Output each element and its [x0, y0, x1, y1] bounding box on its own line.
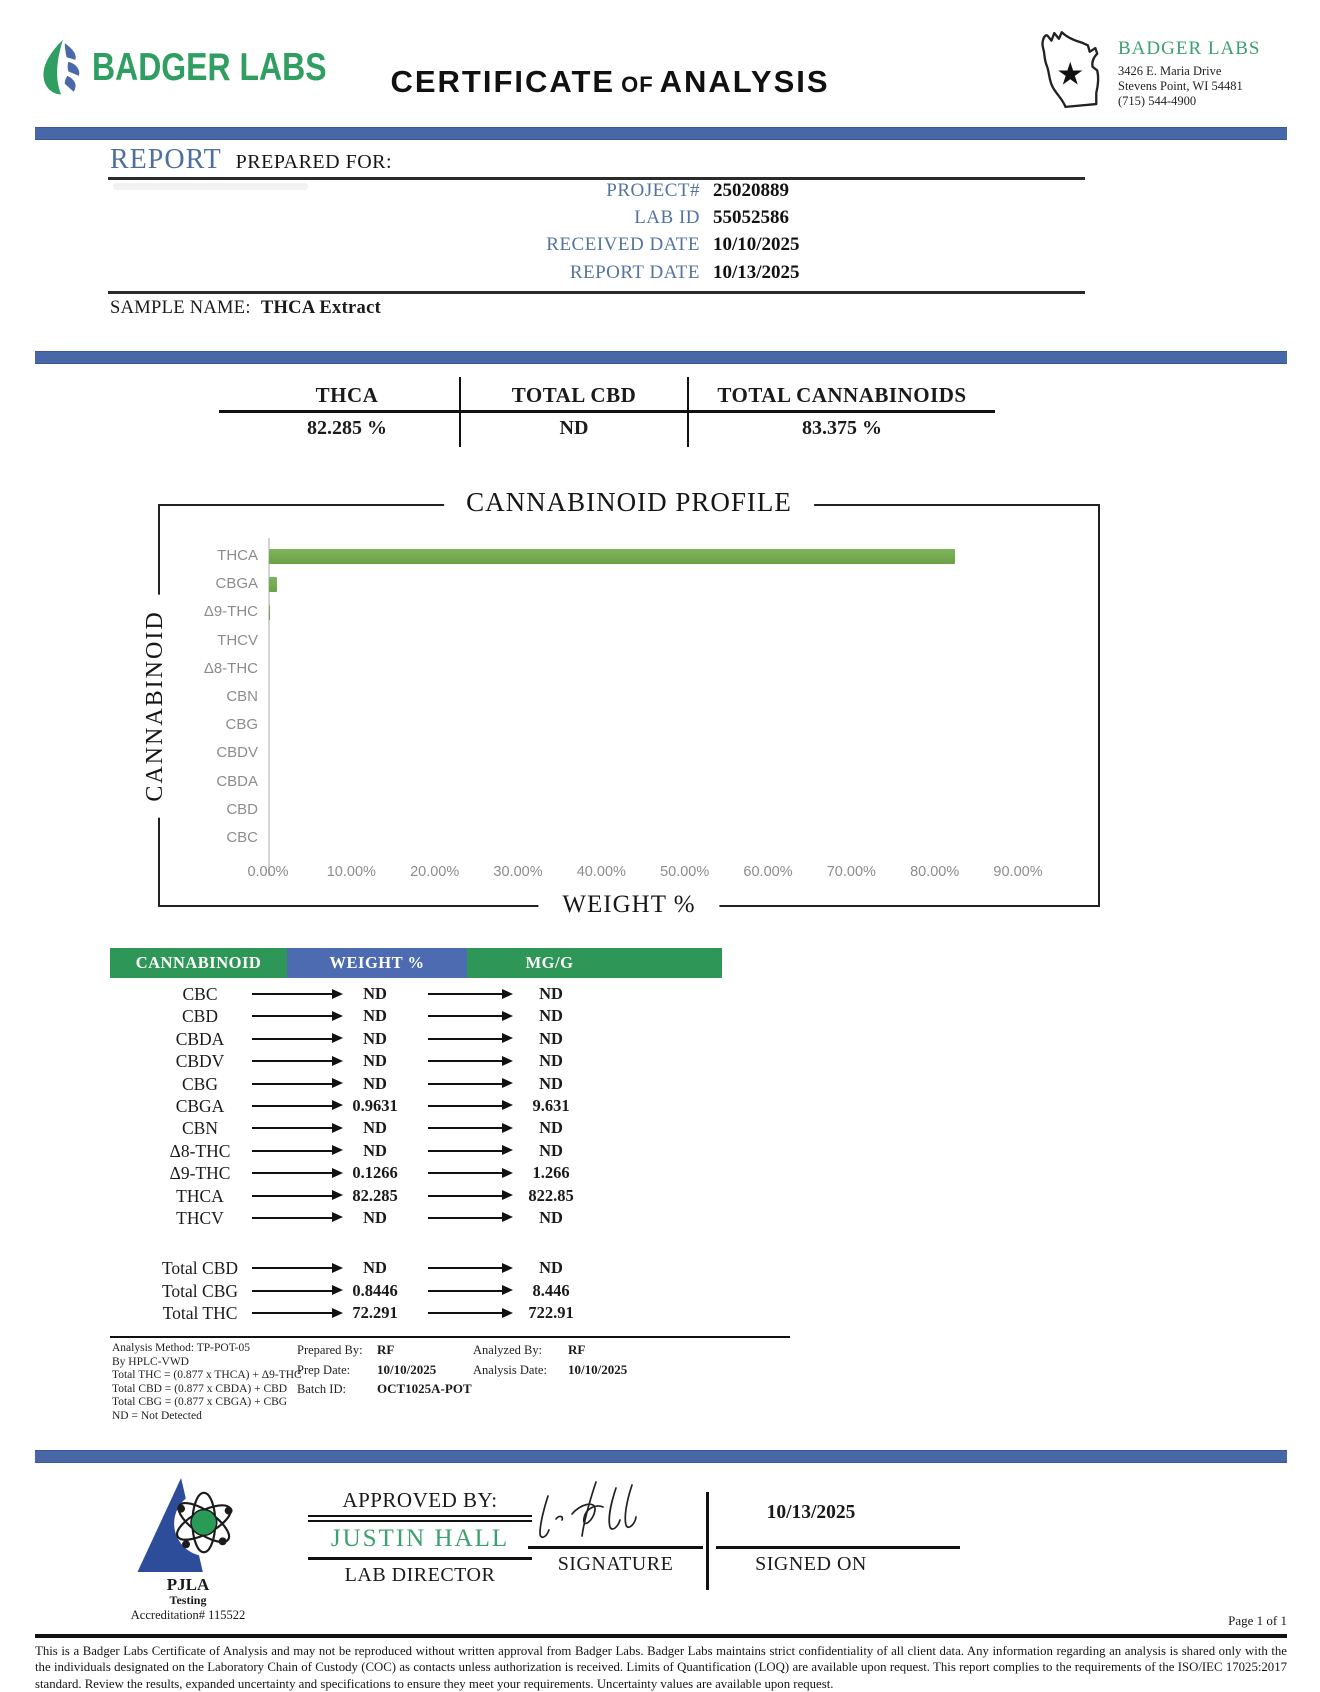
- table-row: [110, 1073, 722, 1095]
- approved-by-column: [308, 1488, 532, 1587]
- chart-border-right: [1098, 504, 1100, 907]
- document-title-of: OF: [621, 72, 654, 97]
- table-row: [110, 1050, 722, 1072]
- table-row: [110, 1140, 722, 1162]
- analysis-row: [473, 1342, 627, 1362]
- mg-per-g-value: ND: [539, 1051, 563, 1071]
- cannabinoid-name: THCA: [176, 1185, 224, 1206]
- weight-percent-value: 0.8446: [352, 1280, 398, 1300]
- chart-category-label: CBDA: [216, 772, 258, 790]
- lab-address-line2: Stevens Point, WI 54481: [1118, 79, 1243, 93]
- mg-per-g-value: ND: [539, 1140, 563, 1160]
- mg-per-g-value: ND: [539, 1073, 563, 1093]
- weight-percent-value: ND: [363, 984, 387, 1003]
- cannabinoid-name: CBN: [182, 1118, 218, 1139]
- mg-per-g-value: ND: [539, 1028, 563, 1048]
- chart-category-label: CBG: [225, 716, 258, 734]
- mg-per-g-value: ND: [539, 1258, 563, 1278]
- page-number: Page 1 of 1: [1228, 1613, 1287, 1628]
- badger-labs-leaf-icon: [40, 36, 86, 103]
- analysis-value: 10/10/2025: [568, 1361, 628, 1377]
- analysis-value: 10/10/2025: [377, 1361, 437, 1377]
- cannabinoid-name: CBG: [182, 1073, 218, 1094]
- method-line: Total CBD = (0.877 x CBDA) + CBD: [112, 1382, 288, 1395]
- chart-x-tick-label: 0.00%: [247, 864, 289, 880]
- analysis-row: [297, 1381, 472, 1401]
- signature-label: SIGNATURE: [557, 1553, 674, 1575]
- table-row: [110, 983, 722, 1005]
- meta-label: PROJECT#: [606, 180, 700, 201]
- weight-percent-value: ND: [363, 1140, 387, 1160]
- table-row: [110, 1207, 722, 1229]
- analysis-row: [297, 1342, 472, 1362]
- analysis-value: RF: [568, 1342, 586, 1357]
- table-row: [110, 1185, 722, 1207]
- meta-label: RECEIVED DATE: [546, 234, 700, 256]
- analysis-label: Analyzed By:: [473, 1343, 543, 1357]
- cannabinoid-name: CBC: [182, 984, 218, 1004]
- signed-on-rule: [716, 1546, 960, 1549]
- weight-percent-value: ND: [363, 1051, 387, 1071]
- sample-name-value: THCA Extract: [260, 298, 382, 318]
- meta-row: [110, 262, 1010, 289]
- footer-rule: [35, 1634, 1287, 1638]
- cannabinoid-name: Δ9-THC: [169, 1163, 231, 1184]
- lab-name: BADGER LABS: [1118, 38, 1261, 59]
- chart-x-axis-label: WEIGHT %: [538, 891, 719, 919]
- prepared-by-block: [297, 1342, 472, 1401]
- analysis-label: Analysis Date:: [473, 1362, 547, 1377]
- table-row: [110, 1117, 722, 1139]
- cannabinoid-table-headers: [110, 948, 722, 978]
- meta-row: [110, 234, 1010, 261]
- analysis-label: Batch ID:: [297, 1382, 346, 1396]
- signature-rule: [528, 1546, 703, 1549]
- lab-phone: (715) 544-4900: [1118, 94, 1197, 108]
- cannabinoid-name: CBDA: [175, 1028, 225, 1049]
- weight-percent-value: 0.1266: [352, 1163, 398, 1183]
- disclaimer-text: This is a Badger Labs Certificate of Analysis and may not be reproduced without written approval from Badger Labs. Badger Labs maintains strict confidentiality of all client data. Any information regarding an analysis is shared only with the the individuals designated on the Laboratory Chain of Custody (COC) as contacts unless authorization is received. Limits of Quantification (LOQ) are available upon request. This report complies to the requirements of the ISO/IEC 17025:2017 standard. Review the results, expanded uncertainty and specifications to ensure they meet your requirements. Uncertainty values are available upon request.: [35, 1644, 1287, 1691]
- report-label: REPORT: [110, 144, 222, 175]
- weight-percent-value: ND: [363, 1118, 387, 1138]
- accreditor-sub: Testing: [169, 1593, 207, 1607]
- report-meta-list: [110, 180, 1010, 289]
- cannabinoid-name: THCV: [176, 1207, 224, 1228]
- summary-header-rule: [219, 410, 995, 413]
- approved-by-label: APPROVED BY:: [342, 1488, 498, 1512]
- chart-category-label: THCA: [217, 547, 258, 564]
- lab-address-block: [1118, 38, 1318, 109]
- mg-per-g-value: ND: [539, 984, 563, 1003]
- analyzed-by-block: [473, 1342, 627, 1381]
- summary-column-value: 83.375 %: [802, 417, 882, 439]
- chart-category-label: CBD: [226, 800, 258, 818]
- summary-column-value: ND: [559, 417, 589, 439]
- analysis-row: [473, 1362, 627, 1382]
- chart-x-tick-label: 70.00%: [826, 864, 876, 880]
- weight-percent-value: ND: [363, 1207, 387, 1227]
- mg-per-g-value: 722.91: [528, 1303, 574, 1323]
- accreditation-number: Accreditation# 115522: [130, 1608, 246, 1622]
- chart-x-tick-label: 40.00%: [576, 864, 626, 880]
- method-line: Analysis Method: TP-POT-05: [112, 1342, 251, 1354]
- meta-value: 10/13/2025: [713, 261, 800, 283]
- weight-percent-value: 82.285: [352, 1185, 398, 1205]
- cannabinoid-name: Total CBD: [161, 1258, 239, 1279]
- cannabinoid-name: Total THC: [162, 1303, 238, 1324]
- divider-bar-footer: [35, 1450, 1287, 1463]
- summary-column-value: 82.285 %: [307, 417, 387, 439]
- chart-y-axis-label: CANNABINOID: [142, 594, 169, 817]
- analysis-value: OCT1025A-POT: [377, 1381, 472, 1396]
- analysis-label: Prepared By:: [297, 1343, 363, 1357]
- signature-handwriting: [526, 1472, 706, 1547]
- report-prepared-for-heading: [110, 144, 392, 176]
- table-header-cell: WEIGHT %: [287, 948, 467, 978]
- summary-column-label: TOTAL CBD: [511, 383, 637, 407]
- chart-x-tick-label: 50.00%: [660, 864, 710, 880]
- table-bottom-rule: [110, 1336, 790, 1338]
- meta-value: 55052586: [713, 207, 789, 229]
- chart-x-tick-label: 80.00%: [910, 864, 960, 880]
- meta-row: [110, 207, 1010, 234]
- chart-x-tick-label: 30.00%: [493, 864, 543, 880]
- table-row: [110, 1005, 722, 1027]
- wisconsin-state-icon: [1030, 24, 1114, 121]
- mg-per-g-value: ND: [539, 1006, 563, 1026]
- pjla-accreditation-icon: [118, 1472, 258, 1581]
- table-row: [110, 1095, 722, 1117]
- divider-bar-top: [35, 127, 1287, 140]
- signed-on-date: 10/13/2025: [766, 1502, 856, 1523]
- chart-x-tick-label: 90.00%: [993, 864, 1043, 880]
- weight-percent-value: 72.291: [352, 1303, 398, 1323]
- cannabinoid-name: CBDV: [175, 1051, 225, 1072]
- chart-category-label: THCV: [217, 631, 258, 649]
- weight-percent-value: ND: [363, 1006, 387, 1026]
- document-title: [330, 64, 890, 100]
- pjla-accreditation-text: [108, 1576, 268, 1624]
- meta-label: LAB ID: [634, 207, 700, 229]
- approver-name: JUSTIN HALL: [330, 1525, 510, 1552]
- chart-x-tick-label: 20.00%: [410, 864, 460, 880]
- chart-category-label: CBGA: [215, 575, 258, 593]
- analysis-method-block: [112, 1342, 302, 1424]
- table-row: [110, 1302, 722, 1324]
- meta-row: [110, 180, 1010, 207]
- document-title-part2: ANALYSIS: [659, 64, 830, 99]
- summary-column-label: THCA: [315, 383, 379, 407]
- cannabinoid-name: CBD: [182, 1006, 218, 1027]
- meta-value: 10/10/2025: [713, 234, 800, 256]
- signature-divider-line: [706, 1492, 709, 1590]
- signed-on-label: SIGNED ON: [755, 1553, 867, 1575]
- meta-value: 25020889: [713, 180, 789, 201]
- weight-percent-value: ND: [363, 1028, 387, 1048]
- mg-per-g-value: 9.631: [532, 1095, 570, 1115]
- cannabinoid-name: CBGA: [175, 1095, 225, 1116]
- approver-title: LAB DIRECTOR: [344, 1563, 496, 1586]
- chart-x-tick-label: 10.00%: [326, 864, 376, 880]
- wisconsin-star-icon: ★: [1056, 56, 1085, 92]
- chart-category-label: CBN: [226, 688, 258, 705]
- analysis-label: Prep Date:: [297, 1362, 351, 1377]
- chart-x-tick-label: 60.00%: [743, 864, 793, 880]
- chart-bar: [269, 605, 270, 620]
- badger-labs-logo-text: BADGER LABS: [92, 46, 327, 89]
- prepared-for-label: PREPARED FOR:: [235, 151, 393, 173]
- document-title-part1: CERTIFICATE: [390, 64, 616, 99]
- method-line: By HPLC-VWD: [112, 1355, 189, 1368]
- cannabinoid-profile-chart: [142, 487, 1100, 918]
- mg-per-g-value: 1.266: [532, 1163, 570, 1183]
- cannabinoid-name: Total CBG: [161, 1280, 239, 1301]
- table-header-cell: CANNABINOID: [110, 948, 287, 978]
- sample-name-label: SAMPLE NAME:: [110, 298, 251, 318]
- analysis-value: RF: [377, 1342, 395, 1357]
- chart-title: CANNABINOID PROFILE: [444, 487, 814, 518]
- chart-category-label: CBDV: [216, 744, 258, 762]
- approver-name-rule: [308, 1557, 532, 1560]
- method-line: Total THC = (0.877 x THCA) + Δ9-THC: [112, 1369, 302, 1382]
- lab-address-line1: 3426 E. Maria Drive: [1118, 64, 1222, 78]
- analysis-row: [297, 1362, 472, 1382]
- table-header-cell: MG/G: [467, 948, 722, 978]
- cannabinoid-table-rows: [110, 983, 722, 1324]
- meta-bottom-rule: [108, 291, 1085, 294]
- table-row: [110, 1257, 722, 1279]
- mg-per-g-value: 822.85: [528, 1185, 574, 1205]
- chart-bar: [269, 549, 955, 564]
- table-row: [110, 1162, 722, 1184]
- chart-category-label: CBC: [226, 829, 258, 846]
- table-row: [110, 1280, 722, 1302]
- weight-percent-value: 0.9631: [352, 1095, 398, 1115]
- mg-per-g-value: ND: [539, 1207, 563, 1227]
- mg-per-g-value: 8.446: [532, 1280, 570, 1300]
- accreditor-name: PJLA: [166, 1575, 210, 1594]
- cannabinoid-table: [110, 948, 722, 1324]
- cannabinoid-name: Δ8-THC: [169, 1140, 231, 1161]
- chart-bar: [269, 577, 277, 592]
- chart-category-label: Δ8-THC: [203, 659, 258, 677]
- method-line: Total CBG = (0.877 x CBGA) + CBG: [112, 1396, 288, 1409]
- chart-category-label: Δ9-THC: [203, 603, 258, 621]
- divider-bar-summary: [35, 351, 1287, 364]
- method-line: ND = Not Detected: [112, 1409, 202, 1422]
- table-row: [110, 1028, 722, 1050]
- approved-by-rule: [308, 1515, 532, 1522]
- sample-name-row: [110, 298, 381, 319]
- weight-percent-value: ND: [363, 1073, 387, 1093]
- mg-per-g-value: ND: [539, 1118, 563, 1138]
- summary-column-label: TOTAL CANNABINOIDS: [717, 383, 967, 407]
- meta-label: REPORT DATE: [569, 261, 700, 283]
- weight-percent-value: ND: [363, 1258, 387, 1278]
